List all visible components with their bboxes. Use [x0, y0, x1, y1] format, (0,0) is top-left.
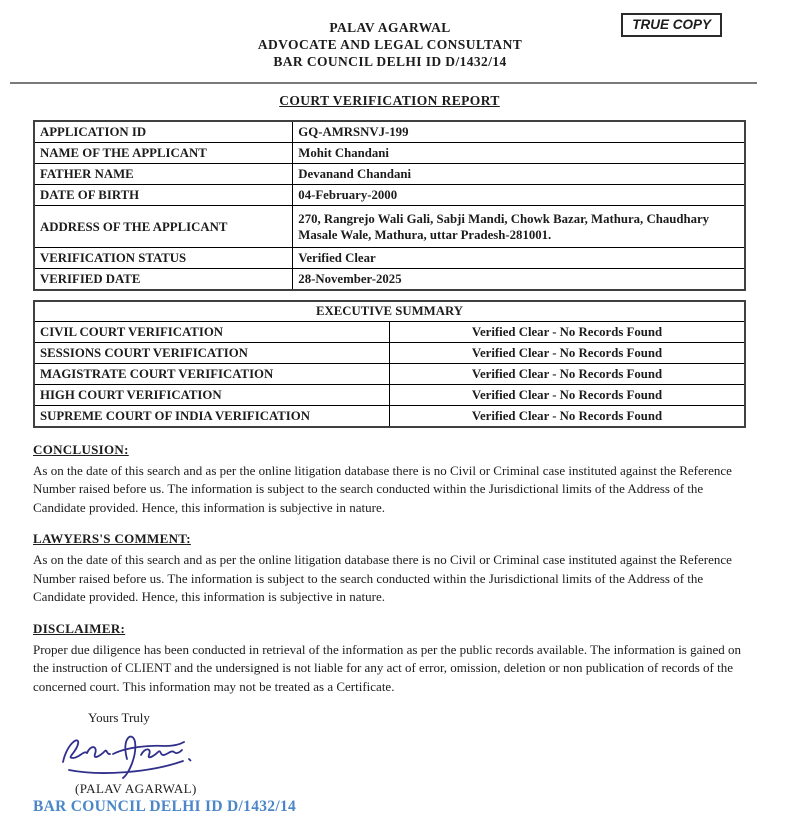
row-label: APPLICATION ID — [34, 121, 293, 143]
row-value: 28-November-2025 — [293, 269, 745, 291]
row-value: 270, Rangrejo Wali Gali, Sabji Mandi, Chowk Bazar, Mathura, Chaudhary Masale Wale, Mathura, uttar Pradesh-281001. — [293, 206, 745, 248]
row-value: Verified Clear - No Records Found — [390, 321, 746, 342]
table-row — [34, 321, 745, 342]
table-row — [34, 248, 745, 269]
advocate-title: ADVOCATE AND LEGAL CONSULTANT — [257, 37, 523, 52]
row-label: VERIFIED DATE — [34, 269, 293, 291]
row-value: GQ-AMRSNVJ-199 — [293, 121, 745, 143]
advocate-bar-id: BAR COUNCIL DELHI ID D/1432/14 — [273, 54, 507, 69]
section-lawyers-comment — [33, 531, 745, 607]
row-value: Verified Clear - No Records Found — [390, 363, 746, 384]
lawyers-comment-body: As on the date of this search and as per the online litigation database there is no Civil or Criminal case instituted against the Reference Number raised before us. The information is subject to the search conducted within the Jurisdictional limits of the Address of the Candidate provided. Hence, this information is subjective in nature. — [33, 552, 732, 604]
row-label: DATE OF BIRTH — [34, 185, 293, 206]
table-row — [34, 143, 745, 164]
footer-bar-council-id: BAR COUNCIL DELHI ID D/1432/14 — [33, 798, 297, 815]
row-value: Verified Clear — [293, 248, 745, 269]
row-value: Verified Clear - No Records Found — [390, 405, 746, 427]
executive-summary-title: EXECUTIVE SUMMARY — [34, 301, 745, 321]
row-label: ADDRESS OF THE APPLICANT — [34, 206, 293, 248]
row-label: SESSIONS COURT VERIFICATION — [34, 342, 390, 363]
true-copy-stamp: TRUE COPY — [621, 13, 722, 37]
table-row — [34, 342, 745, 363]
conclusion-body: As on the date of this search and as per the online litigation database there is no Civil or Criminal case instituted against the Reference Number raised before us. The information is subject to the search conducted within the Jurisdictional limits of the Address of the Candidate provided. Hence, this information is subjective in nature. — [33, 462, 732, 515]
row-label: MAGISTRATE COURT VERIFICATION — [34, 363, 390, 384]
table-row — [34, 405, 745, 427]
row-label: SUPREME COURT OF INDIA VERIFICATION — [34, 405, 390, 427]
advocate-name: PALAV AGARWAL — [329, 20, 451, 35]
table-row — [34, 121, 745, 143]
table-row — [34, 185, 745, 206]
signature-image — [57, 729, 217, 781]
section-disclaimer — [33, 621, 745, 697]
row-label: VERIFICATION STATUS — [34, 248, 293, 269]
row-value: 04-February-2000 — [293, 185, 745, 206]
table-header-row — [34, 301, 745, 321]
disclaimer-body: Proper due diligence has been conducted in retrieval of the information as per the public records available. The information is gained on the instruction of CLIENT and the undersigned is not liable for any act of error, omission, deletion or non publication of records of the concerned court. This information may not be treated as a Certificate. — [33, 641, 742, 694]
row-value: Verified Clear - No Records Found — [390, 384, 746, 405]
table-row — [34, 164, 745, 185]
executive-summary-table — [33, 300, 746, 428]
table-row — [34, 363, 745, 384]
report-title-wrap — [33, 93, 746, 109]
row-label: HIGH COURT VERIFICATION — [34, 384, 390, 405]
row-label: CIVIL COURT VERIFICATION — [34, 321, 390, 342]
row-value: Devanand Chandani — [293, 164, 745, 185]
applicant-details-table — [33, 120, 746, 291]
disclaimer-heading: DISCLAIMER: — [33, 620, 126, 636]
table-row — [34, 384, 745, 405]
row-value: Verified Clear - No Records Found — [390, 342, 746, 363]
row-value: Mohit Chandani — [293, 143, 745, 164]
closing-text: Yours Truly — [88, 710, 150, 725]
report-title: COURT VERIFICATION REPORT — [279, 93, 500, 108]
table-row — [34, 269, 745, 291]
table-row — [34, 206, 745, 248]
row-label: NAME OF THE APPLICANT — [34, 143, 293, 164]
section-conclusion — [33, 442, 745, 518]
row-label: FATHER NAME — [34, 164, 293, 185]
signatory-name: (PALAV AGARWAL) — [75, 781, 197, 796]
lawyers-comment-heading: LAWYERS'S COMMENT: — [33, 531, 191, 546]
conclusion-heading: CONCLUSION: — [33, 441, 129, 457]
letterhead-divider — [10, 82, 757, 84]
